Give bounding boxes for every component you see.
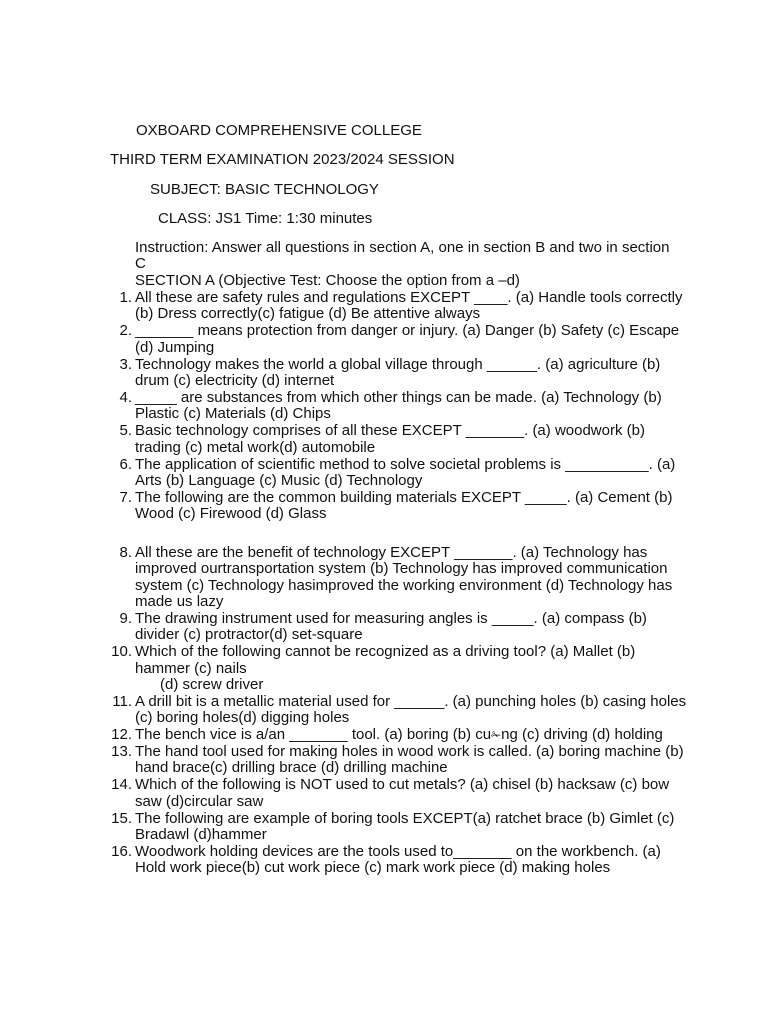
question-number: 7. — [119, 488, 132, 506]
question-option-d: (d) screw driver — [160, 675, 264, 693]
question-text: All these are the benefit of technology EXCEPT _______. (a) Technology has improved ourtransportation system (b) Technology has improved communication system (c) Technology hasimproved the working environment (d) Technology has made us lazy — [135, 543, 673, 610]
class-time-line: CLASS: JS1 Time: 1:30 minutes — [158, 210, 373, 227]
question-text: All these are safety rules and regulations EXCEPT ____. (a) Handle tools correctly (b) Dress correctly(c) fatigue (d) Be attentive always — [135, 289, 683, 323]
question-text: The application of scientific method to solve societal problems is __________. (a) Arts (b) Language (c) Music (d) Technology — [135, 455, 676, 489]
question-number: 13. — [111, 743, 132, 761]
question-item — [108, 357, 688, 390]
exam-title: THIRD TERM EXAMINATION 2023/2024 SESSION — [110, 151, 455, 168]
question-number: 8. — [119, 543, 132, 561]
question-item — [108, 545, 688, 611]
question-text: A drill bit is a metallic material used for ______. (a) punching holes (b) casing holes (c) boring holes(d) digging holes — [135, 692, 687, 727]
question-number: 6. — [119, 455, 132, 473]
question-text: The following are the common building materials EXCEPT _____. (a) Cement (b) Wood (c) Firewood (d) Glass — [135, 488, 673, 523]
question-text-start: The bench vice is a/an _______ tool. (a) boring (b) cu — [135, 726, 492, 744]
question-number: 15. — [111, 809, 132, 827]
question-item — [108, 694, 688, 727]
school-name: OXBOARD COMPREHENSIVE COLLEGE — [136, 122, 422, 139]
question-text-end: ng (c) driving (d) holding — [501, 726, 663, 744]
question-text: The hand tool used for making holes in wood work is called. (a) boring machine (b) hand brace(c) drilling brace (d) drilling machine — [135, 743, 684, 777]
question-text: _______ means protection from danger or injury. (a) Danger (b) Safety (c) Escape (d) Jumping — [135, 322, 680, 356]
scissors-icon: ✁ — [491, 728, 502, 743]
section-a-heading: SECTION A (Objective Test: Choose the option from a –d) — [135, 272, 520, 289]
question-text: Woodwork holding devices are the tools used to_______ on the workbench. (a) Hold work piece(b) cut work piece (c) mark work piece (d) making holes — [135, 843, 661, 877]
question-item — [108, 457, 688, 490]
question-text: Which of the following cannot be recognized as a driving tool? (a) Mallet (b) hammer (c) nails — [135, 643, 636, 677]
question-number: 10. — [111, 643, 132, 661]
question-text — [135, 727, 688, 743]
question-item — [108, 390, 688, 423]
question-number: 3. — [119, 355, 132, 373]
question-number: 9. — [119, 609, 132, 627]
question-item — [108, 290, 688, 323]
question-text: _____ are substances from which other things can be made. (a) Technology (b) Plastic (c) Materials (d) Chips — [135, 388, 662, 423]
question-item — [108, 744, 688, 777]
subject-line: SUBJECT: BASIC TECHNOLOGY — [150, 181, 379, 198]
question-item — [108, 811, 688, 844]
question-number: 16. — [111, 843, 132, 860]
question-number: 11. — [112, 692, 132, 710]
question-item — [108, 844, 688, 877]
question-text: The following are example of boring tools EXCEPT(a) ratchet brace (b) Gimlet (c) Bradawl (d)hammer — [135, 809, 675, 844]
question-item — [108, 323, 688, 356]
question-number: 4. — [119, 388, 132, 406]
instruction-text: Instruction: Answer all questions in section A, one in section B and two in section C — [135, 239, 670, 272]
question-number: 1. — [119, 289, 132, 306]
question-item — [108, 644, 688, 693]
question-list — [108, 290, 688, 877]
question-number: 5. — [119, 422, 132, 440]
question-text: The drawing instrument used for measuring angles is _____. (a) compass (b) divider (c) protractor(d) set-square — [135, 609, 647, 644]
question-number: 14. — [111, 776, 132, 794]
question-text: Basic technology comprises of all these EXCEPT _______. (a) woodwork (b) trading (c) metal work(d) automobile — [135, 422, 645, 456]
question-item — [108, 777, 688, 810]
question-item — [108, 611, 688, 644]
question-text: Technology makes the world a global village through ______. (a) agriculture (b) drum (c) electricity (d) internet — [135, 355, 661, 390]
question-number: 12. — [111, 726, 132, 744]
question-text: Which of the following is NOT used to cut metals? (a) chisel (b) hacksaw (c) bow saw (d)circular saw — [135, 776, 670, 810]
question-item — [108, 423, 688, 456]
question-item — [108, 490, 688, 523]
question-item — [108, 727, 688, 743]
question-number: 2. — [119, 322, 132, 340]
